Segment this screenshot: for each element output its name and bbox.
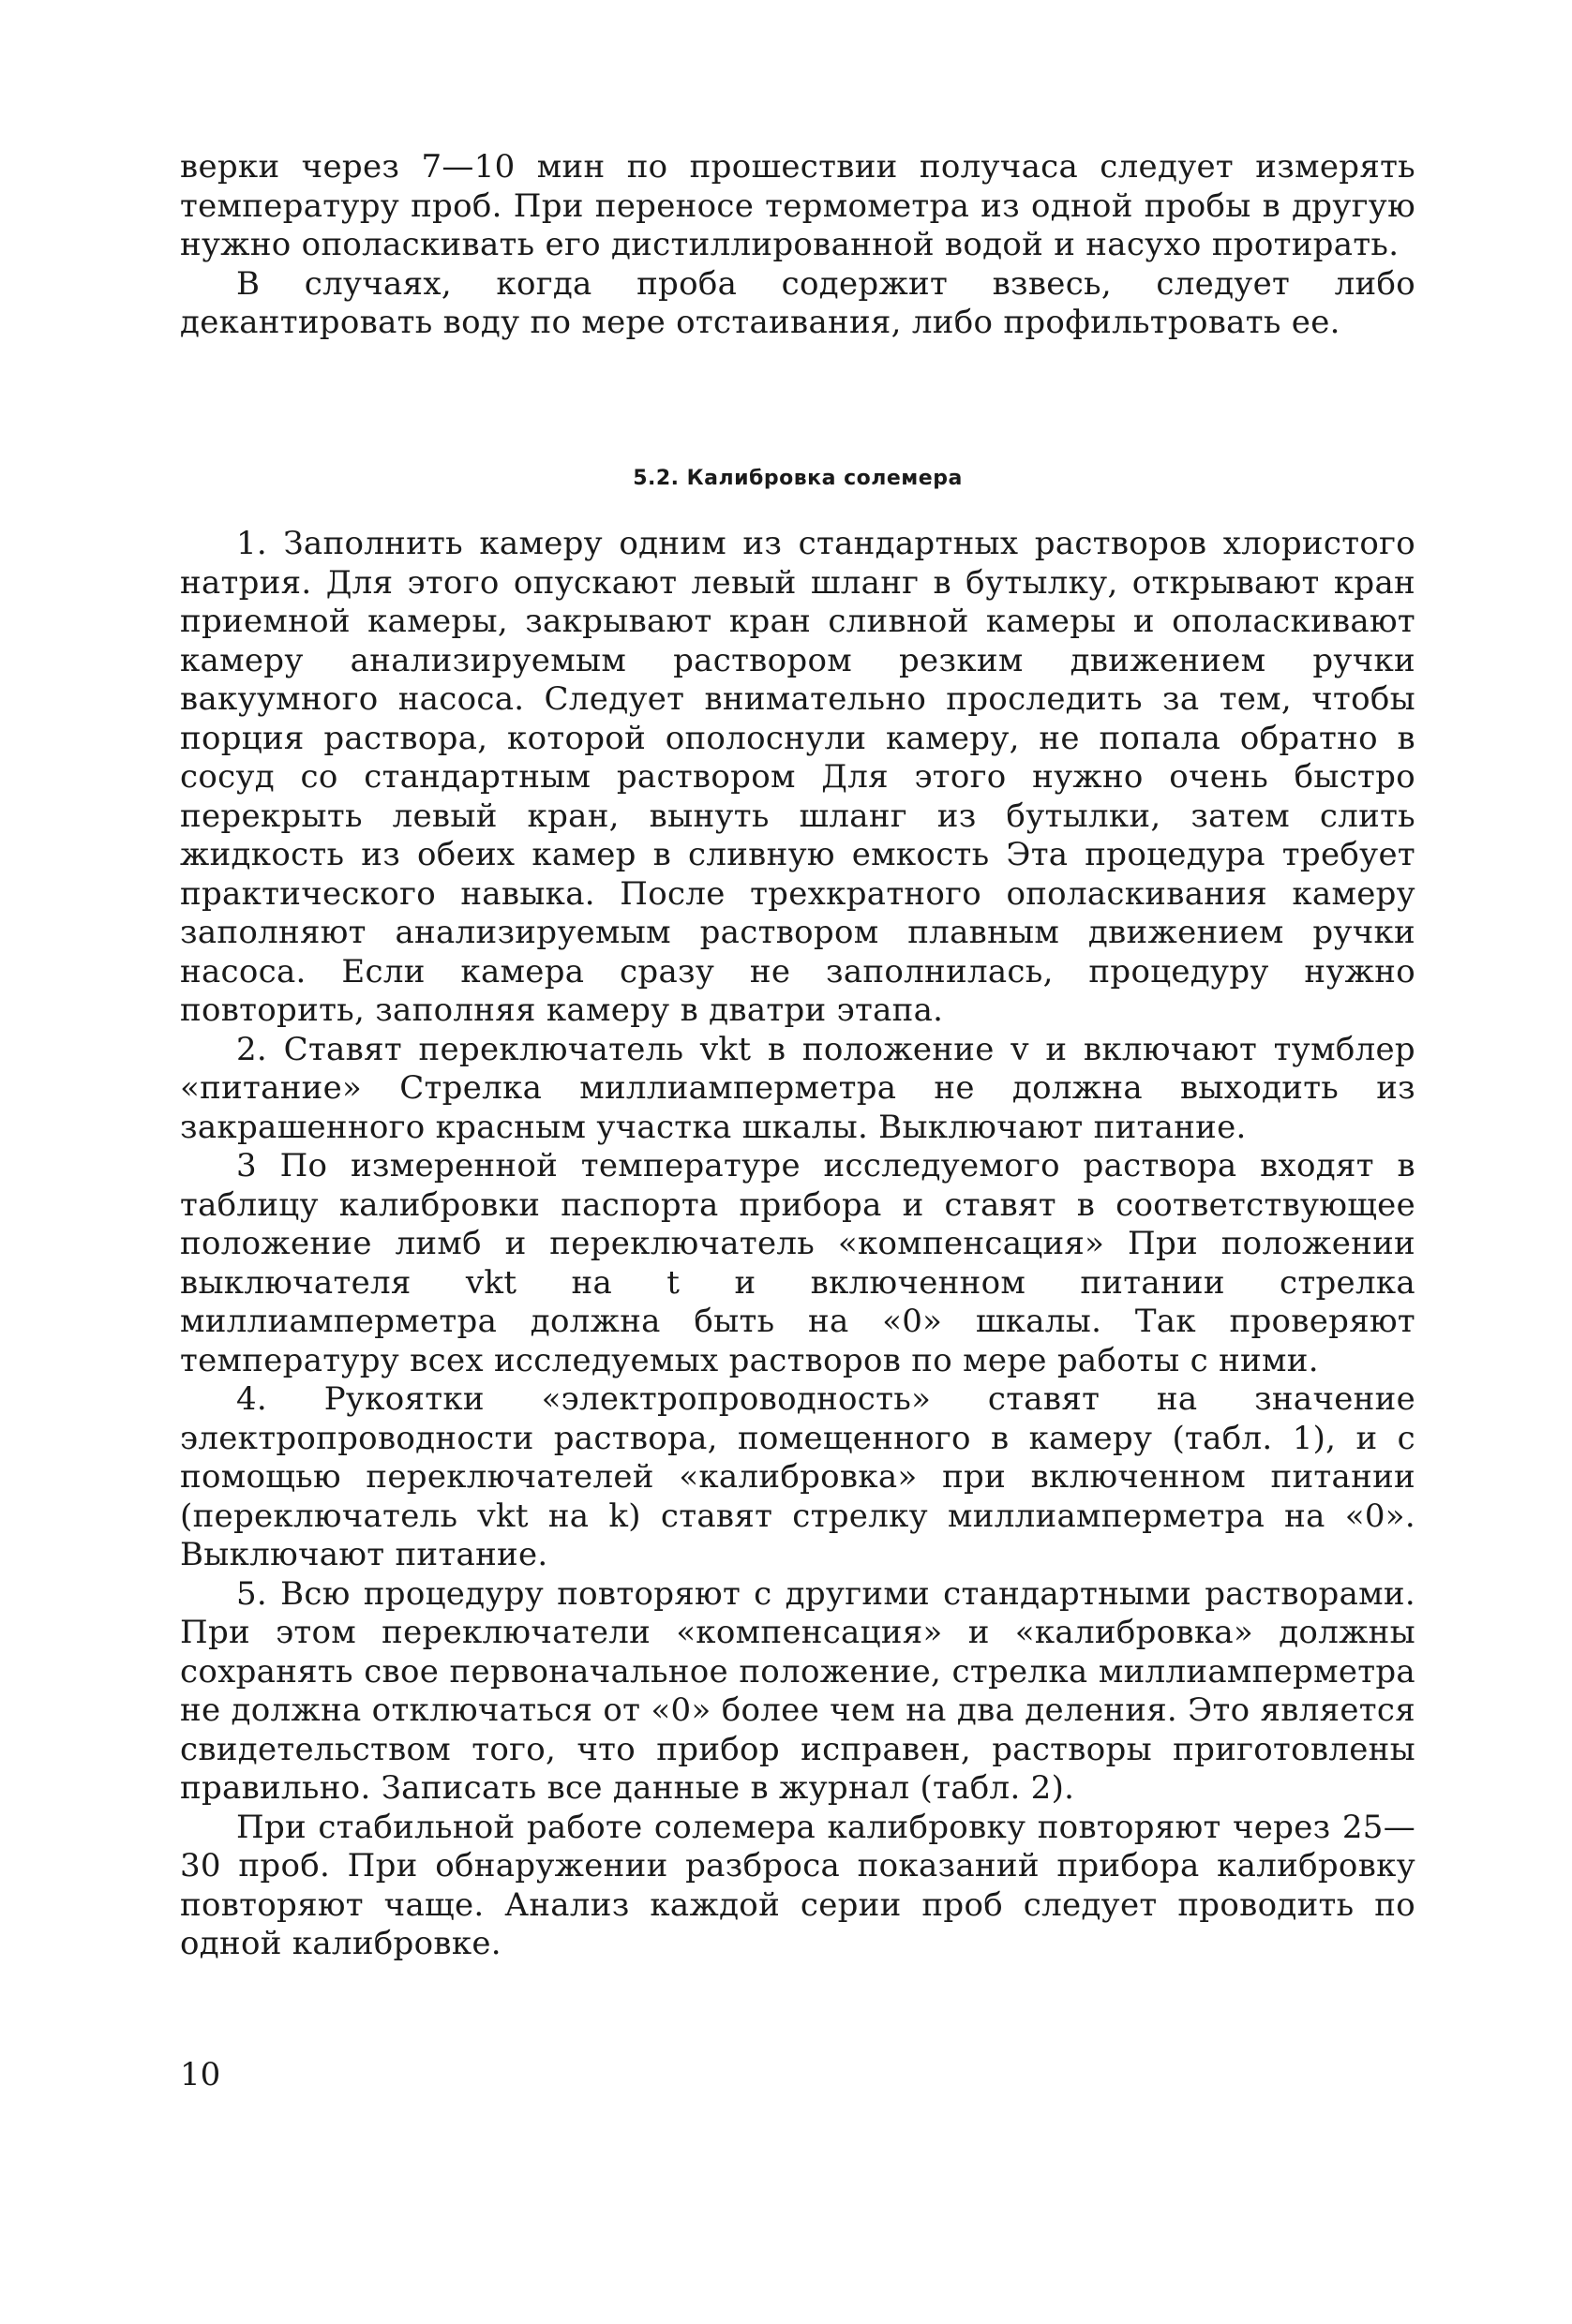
step-1-paragraph: 1. Заполнить камеру одним из стандартных растворов хлористого натрия. Для этого опускают левый шланг в бутылку, открывают кран приемной камеры, закрывают кран сливной камеры и ополаскивают камеру анализируемым раствором резким движением ручки вакуумного насоса. Следует внимательно проследить за тем, чтобы порция раствора, которой ополоснули камеру, не попала обратно в сосуд со стандартным раствором Для этого нужно очень быстро перекрыть левый кран, вынуть шланг из бутылки, затем слить жидкость из обеих камер в сливную емкость Эта процедура требует практического навыка. После трехкратного ополаскивания камеру заполняют анализируемым раствором плавным движением ручки насоса. Если камера сразу не заполнилась, процедуру нужно повторить, заполняя камеру в дватри этапа. — [180, 525, 1415, 1029]
step-4-paragraph: 4. Рукоятки «электропроводность» ставят на значение электропроводности раствора, помещенного в камеру (табл. 1), и с помощью переключателей «калибровка» при включенном питании (переключатель vkt на k) ставят стрелку миллиамперметра на «0». Выключают питание. — [180, 1380, 1415, 1573]
page-number: 10 — [180, 2056, 221, 2093]
section-heading: 5.2. Калибровка солемера — [633, 467, 963, 490]
intro-text-block — [180, 148, 1415, 343]
intro-paragraph-1: верки через 7—10 мин по прошествии получаса следует измерять температуру проб. При переносе термометра из одной пробы в другую нужно ополаскивать его дистиллированной водой и насухо протирать. — [180, 148, 1415, 263]
step-5-paragraph: 5. Всю процедуру повторяют с другими стандартными растворами. При этом переключатели «компенсация» и «калибровка» должны сохранять свое первоначальное положение, стрелка миллиамперметра не должна отключаться от «0» более чем на два деления. Это является свидетельством того, что прибор исправен, растворы приготовлены правильно. Записать все данные в журнал (табл. 2). — [180, 1574, 1415, 1807]
closing-paragraph: При стабильной работе солемера калибровку повторяют через 25—30 проб. При обнаружении разброса показаний прибора калибровку повторяют чаще. Анализ каждой серии проб следует проводить по одной калибровке. — [180, 1808, 1415, 1962]
step-3-paragraph: 3 По измеренной температуре исследуемого раствора входят в таблицу калибровки паспорта прибора и ставят в соответствующее положение лимб и переключатель «компенсация» При положении выключателя vkt на t и включенном питании стрелка миллиамперметра должна быть на «0» шкалы. Так проверяют температуру всех исследуемых растворов по мере работы с ними. — [180, 1147, 1415, 1379]
section-body — [180, 525, 1415, 1964]
intro-paragraph-2: В случаях, когда проба содержит взвесь, следует либо декантировать воду по мере отстаивания, либо профильтровать ее. — [180, 264, 1415, 341]
section-heading-block — [180, 467, 1415, 490]
step-2-paragraph: 2. Ставят переключатель vkt в положение v и включают тумблер «питание» Стрелка миллиамперметра не должна выходить из закрашенного красным участка шкалы. Выключают питание. — [180, 1030, 1415, 1146]
